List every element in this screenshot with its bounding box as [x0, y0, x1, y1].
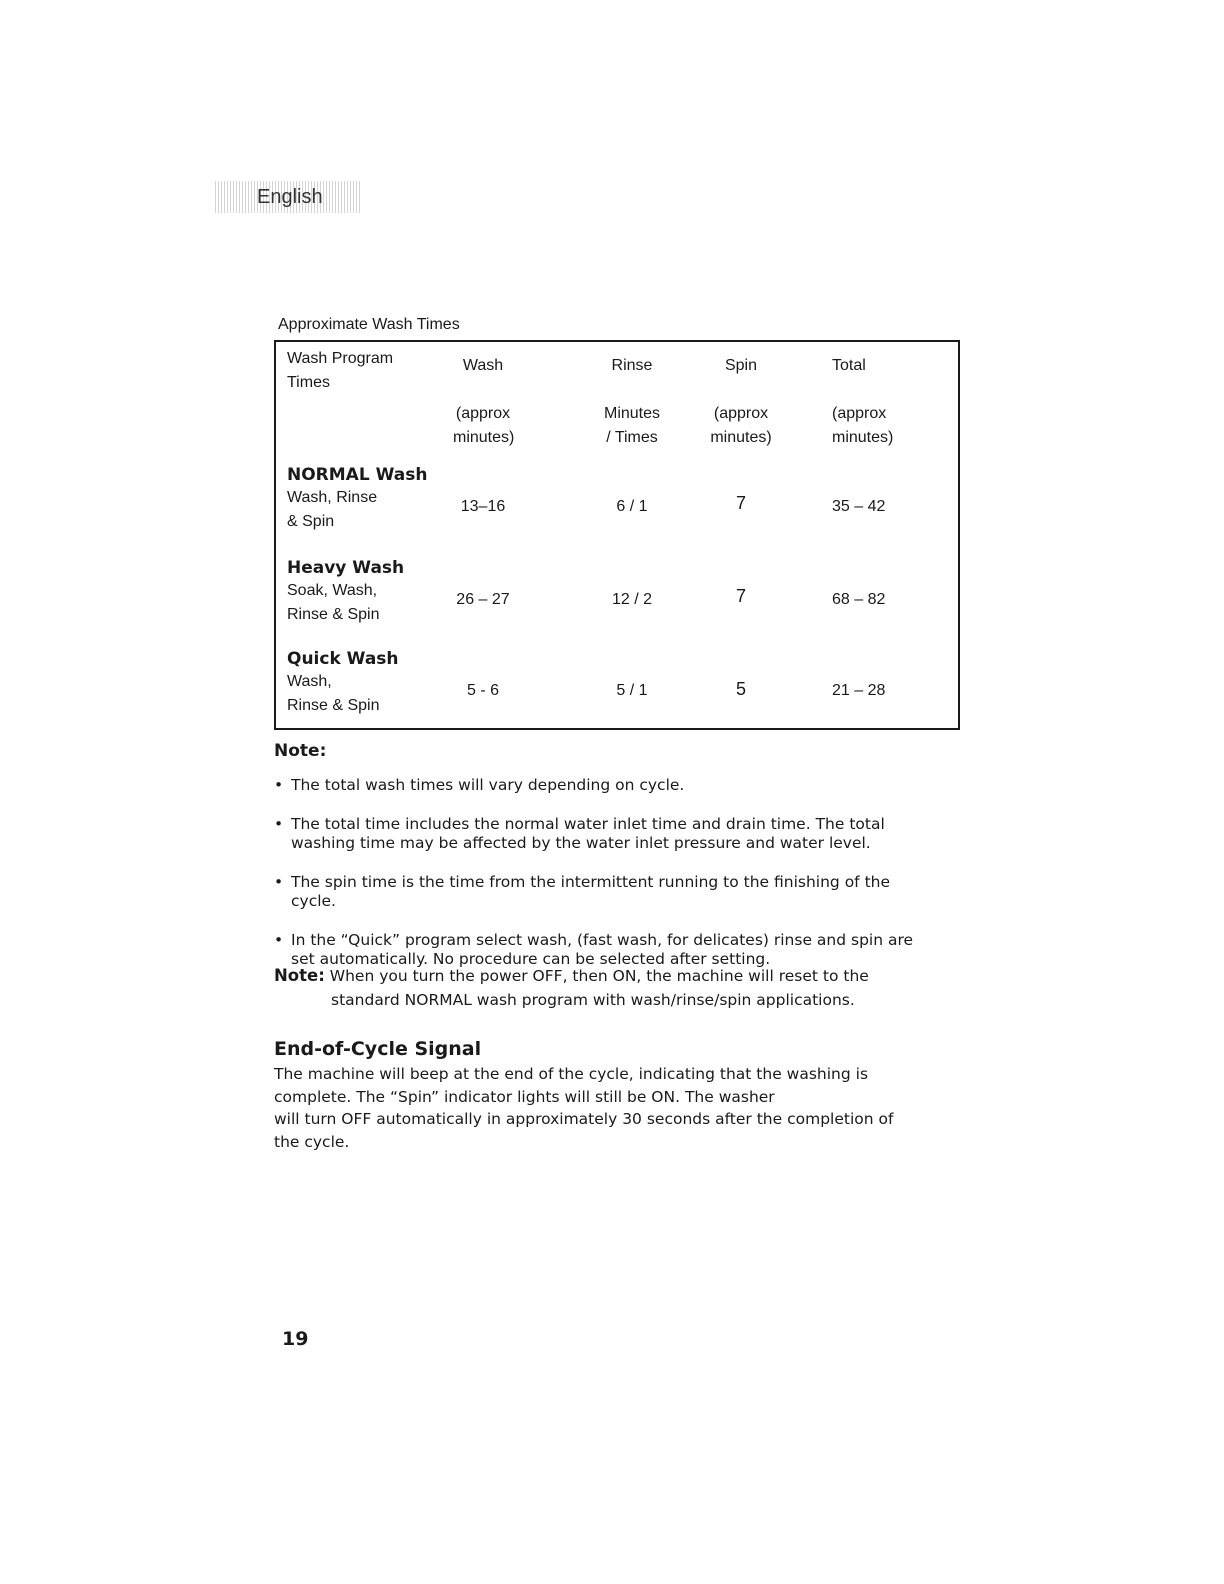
wash-times-table	[274, 340, 960, 730]
program-desc-line2: Rinse & Spin	[287, 697, 380, 714]
note-bullet-list	[274, 776, 934, 989]
reset-note	[274, 964, 914, 1012]
row-wash-value: 13–16	[460, 498, 506, 515]
header-total: Total	[832, 357, 866, 374]
header-program-line2: Times	[287, 374, 330, 391]
program-name: NORMAL Wash	[287, 465, 428, 485]
header-program	[287, 347, 393, 395]
header-wash: Wash	[462, 357, 504, 374]
table-caption: Approximate Wash Times	[278, 316, 460, 333]
header-total-unit-line1: (approx	[832, 405, 887, 422]
program-desc-line2: & Spin	[287, 513, 335, 530]
reset-note-line2: standard NORMAL wash program with wash/rinse/spin applications.	[331, 991, 855, 1009]
body-line: complete. The “Spin” indicator lights will still be ON. The washer	[274, 1087, 775, 1106]
row-wash-value: 5 - 6	[466, 682, 499, 699]
row-spin-value: 7	[735, 586, 746, 606]
row-total-value: 68 – 82	[832, 591, 886, 608]
body-line: the cycle.	[274, 1132, 350, 1151]
language-label: English	[257, 186, 323, 208]
header-rinse-unit	[592, 402, 672, 450]
body-line: The machine will beep at the end of the cycle, indicating that the washing is	[274, 1065, 869, 1083]
header-spin: Spin	[724, 357, 758, 374]
row-rinse-value: 12 / 2	[611, 591, 653, 608]
list-item: • In the “Quick” program select wash, (fast wash, for delicates) rinse and spin are set automatically. No procedure can be selected after setting.	[274, 931, 934, 969]
header-total-unit-line2: minutes)	[832, 429, 894, 446]
row-rinse-value: 5 / 1	[616, 682, 648, 699]
page-number: 19	[282, 1328, 309, 1350]
row-total-value: 21 – 28	[832, 682, 886, 699]
program-desc-line2: Rinse & Spin	[287, 606, 380, 623]
header-rinse: Rinse	[611, 357, 653, 374]
table-row	[287, 557, 404, 627]
table-row	[287, 464, 427, 534]
header-total-unit	[832, 402, 893, 450]
row-spin-value: 5	[735, 679, 746, 699]
header-wash-unit	[453, 402, 513, 450]
section-body	[274, 1063, 924, 1153]
row-total-value: 35 – 42	[832, 498, 886, 515]
header-spin-unit-line1: (approx	[713, 405, 769, 422]
section-heading: End-of-Cycle Signal	[274, 1038, 482, 1060]
program-desc-line1: Wash, Rinse	[287, 489, 378, 506]
reset-note-line1: When you turn the power OFF, then ON, the machine will reset to the	[324, 967, 869, 985]
header-spin-unit	[691, 402, 791, 450]
header-rinse-unit-line1: Minutes	[603, 405, 661, 422]
list-item: • The spin time is the time from the intermittent running to the finishing of the cycle.	[274, 873, 934, 911]
row-wash-value: 26 – 27	[456, 591, 510, 608]
program-name: Quick Wash	[287, 649, 399, 669]
list-item: • The total time includes the normal water inlet time and drain time. The total washing time may be affected by the water inlet pressure and water level.	[274, 815, 934, 853]
list-item: • The total wash times will vary depending on cycle.	[274, 776, 934, 795]
header-wash-unit-line1: (approx	[455, 405, 511, 422]
program-desc-line1: Soak, Wash,	[287, 582, 378, 599]
program-name: Heavy Wash	[287, 558, 405, 578]
row-rinse-value: 6 / 1	[616, 498, 648, 515]
body-line: will turn OFF automatically in approximately 30 seconds after the completion of	[274, 1110, 894, 1128]
row-spin-value: 7	[735, 493, 746, 513]
language-tab	[215, 181, 361, 213]
note-heading: Note:	[274, 741, 327, 761]
header-wash-unit-line2: minutes)	[453, 429, 515, 446]
table-row	[287, 648, 399, 718]
header-program-line1: Wash Program	[287, 350, 394, 367]
reset-note-label: Note:	[274, 966, 325, 985]
header-spin-unit-line2: minutes)	[710, 429, 772, 446]
header-rinse-unit-line2: / Times	[606, 429, 658, 446]
program-desc-line1: Wash,	[287, 673, 332, 690]
